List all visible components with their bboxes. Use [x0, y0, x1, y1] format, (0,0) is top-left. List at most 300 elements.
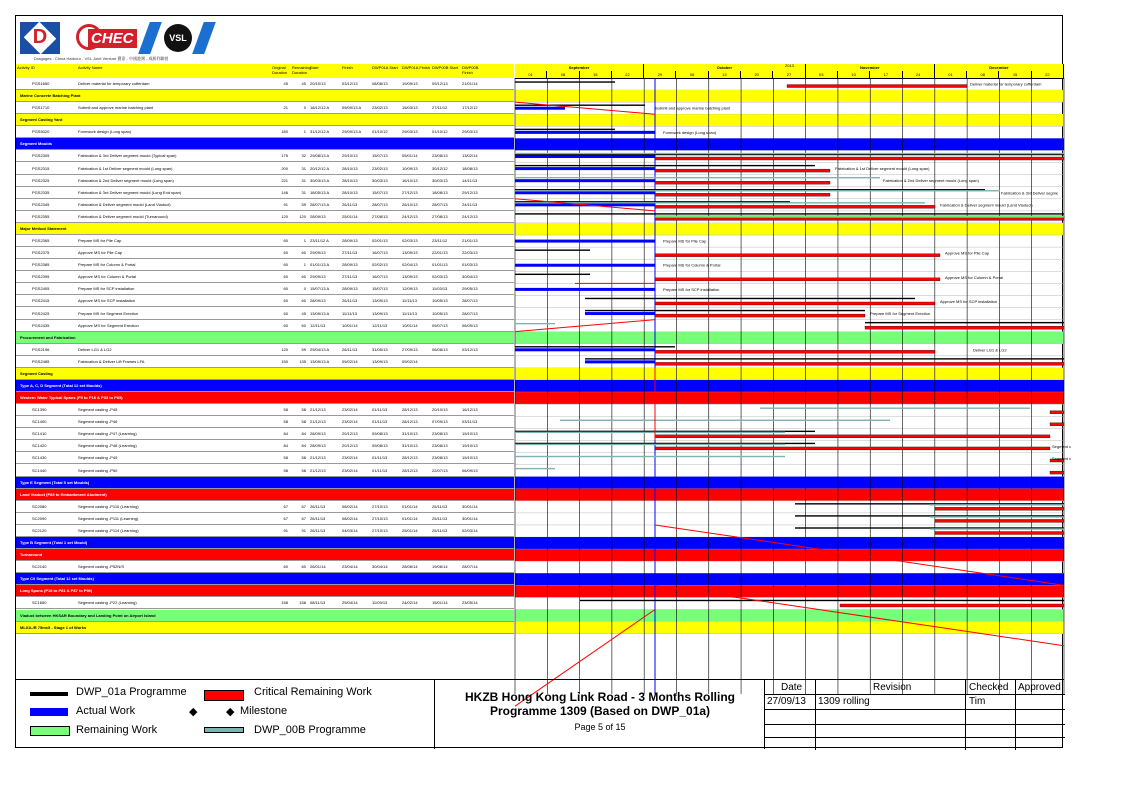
legend-swatch-actual	[30, 708, 68, 716]
dwp00b-finish: 03/11/13	[462, 419, 478, 425]
bar-actual	[515, 288, 655, 291]
bar-critical	[840, 604, 1064, 607]
finish-date: 09/09/13 A	[342, 105, 362, 111]
remaining-duration: 67	[301, 515, 306, 521]
bar-label: Fabrication & 2nd Deliver segment mould (Long span)	[883, 178, 979, 184]
group-header	[16, 380, 514, 392]
table-row	[16, 295, 514, 307]
month-label: November	[806, 64, 935, 71]
dwp00b-start: 27/11/12	[432, 105, 448, 111]
remaining-duration: 58	[301, 467, 306, 473]
bar-actual	[515, 264, 655, 267]
start-date: 29/08/13 A	[310, 153, 330, 159]
dwp01a-start: 27/10/13	[372, 515, 388, 521]
bar-baseline	[515, 346, 675, 347]
bar-critical	[787, 85, 967, 88]
original-duration: 21	[283, 105, 288, 111]
bar-actual	[515, 131, 655, 134]
dwp00b-finish: 17/12/12	[462, 105, 478, 111]
dwp00b-finish: 06/09/13	[462, 467, 478, 473]
dwp01a-finish: 28/12/13	[402, 407, 418, 413]
group-band	[515, 573, 1064, 585]
finish-date: 11/11/13	[342, 310, 357, 316]
col-activity-id: Activity ID	[17, 65, 35, 70]
bar-label: Formwork design (Long span)	[663, 129, 717, 135]
dwp01a-start: 13/09/13	[372, 310, 388, 316]
bar-actual	[515, 348, 655, 351]
bar-baseline	[515, 213, 1064, 214]
bar-critical	[655, 205, 935, 208]
dwp01a-start: 01/10/12	[372, 129, 388, 135]
dwp00b-finish: 29/12/13	[462, 189, 478, 195]
bar-baseline	[515, 165, 815, 166]
original-duration: 180	[281, 129, 288, 135]
dwp01a-start: 16/07/13	[372, 274, 388, 280]
finish-date: 28/10/13	[342, 189, 358, 195]
dwp01a-start: 09/08/13	[372, 431, 388, 437]
dwp01a-start: 02/01/13	[372, 238, 388, 244]
dwp01a-start: 11/09/13	[372, 600, 388, 606]
legend-swatch-critical	[204, 690, 244, 701]
bar-critical	[655, 435, 1050, 438]
start-date: 28/09/13	[310, 443, 326, 449]
group-title: Major Method Statement	[20, 225, 67, 231]
activity-name: Fabrication & Deliver Lift Frames LFA	[78, 358, 145, 364]
group-header	[16, 489, 514, 501]
group-band	[515, 622, 1064, 634]
finish-date: 23/02/14	[342, 407, 358, 413]
table-row	[16, 561, 514, 573]
dwp00b-finish: 21/01/14	[462, 81, 478, 86]
start-date: 28/09/13	[310, 431, 326, 437]
activity-name: Segment casting -P46	[78, 419, 118, 425]
original-duration: 120	[281, 213, 288, 219]
bar-baseline	[515, 105, 645, 106]
dwp01a-finish: 01/01/14	[402, 515, 418, 521]
gantt-bars	[515, 64, 1072, 694]
dwp01a-start: 15/07/13	[372, 286, 388, 292]
start-date: 15/07/13 A	[310, 286, 330, 292]
bar-dwp00b	[515, 323, 555, 324]
group-title: Long Spans (P16 to P81 & P87 to P96)	[20, 588, 93, 594]
activity-name: Fabrication & Deliver segment mould (Land Viaduct)	[78, 201, 171, 207]
start-date: 21/12/13	[310, 407, 326, 413]
activity-id: PGS2435	[32, 322, 50, 328]
dwp00b-start: 27/08/13	[432, 213, 448, 219]
group-title: Western Water Typical Spans (P5 to P16 & P33 to P65)	[20, 395, 123, 401]
bar-critical	[655, 181, 830, 184]
dwp01a-finish: 05/01/14	[402, 153, 418, 159]
remaining-duration: 1	[303, 262, 306, 268]
group-band	[515, 380, 1064, 392]
start-date: 26/11/13	[310, 527, 326, 533]
finish-date: 29/09/13 A	[342, 129, 362, 135]
bar-baseline	[515, 81, 615, 82]
activity-name: Approve MS for Pile Cap	[78, 250, 123, 256]
remaining-duration: 135	[299, 358, 306, 364]
activity-name: Prepare MS for Segment Erection	[78, 310, 139, 316]
start-date: 29/09/13	[310, 250, 326, 256]
group-header	[16, 573, 514, 585]
original-duration: 84	[283, 443, 288, 449]
dwp01a-start: 28/07/13	[372, 201, 388, 207]
dwp00b-finish: 06/09/13	[462, 322, 478, 328]
activity-id: PGS2395	[32, 274, 50, 280]
remaining-duration: 60	[301, 250, 306, 256]
activity-name: Prepare MS for SCP installation	[78, 286, 135, 292]
dwp00b-finish: 23/05/14	[462, 600, 478, 606]
activity-id: SC1650	[32, 600, 47, 606]
activity-name: Fabrication & 3rd Deliver segment mould (Typical span)	[78, 153, 177, 159]
table-row	[16, 78, 514, 90]
finish-date: 28/10/13	[342, 177, 358, 183]
start-date: 26/11/13	[310, 515, 326, 521]
remaining-duration: 0	[303, 286, 306, 292]
finish-date: 10/01/14	[342, 322, 358, 328]
group-header	[16, 368, 514, 380]
bar-actual	[515, 155, 655, 158]
dwp00b-start: 09/12/13	[432, 81, 448, 86]
page-number: Page 5 of 15	[574, 722, 626, 732]
bar-critical	[655, 314, 865, 317]
dwp00b-start: 01/01/13	[432, 262, 448, 268]
group-header	[16, 138, 514, 150]
bar-dwp00b	[515, 202, 925, 203]
remaining-duration: 84	[301, 443, 306, 449]
table-row	[16, 126, 514, 138]
activity-name: Segment casting -P45	[78, 407, 118, 413]
rev-header-checked: Checked	[969, 682, 1009, 693]
dwp00b-finish: 16/12/13	[462, 407, 478, 413]
legend	[16, 679, 434, 750]
group-title: Type A, C, D Segment (Total 12 set Moulds)	[20, 383, 102, 388]
start-date: 18/05/13 A	[310, 189, 330, 195]
dwp01a-finish: 31/10/13	[402, 431, 418, 437]
dwp01a-finish: 28/12/13	[402, 467, 418, 473]
table-row	[16, 597, 514, 609]
milestone-icon: ◆	[226, 706, 235, 718]
bar-label: Fabrication & 1st Deliver segment mould (Long span)	[835, 166, 930, 172]
original-duration: 60	[283, 238, 288, 244]
remaining-duration: 32	[301, 153, 306, 159]
original-duration: 60	[283, 298, 288, 304]
table-row	[16, 320, 514, 332]
dwp01a-finish: 29/03/13	[402, 129, 418, 135]
bar-label: Approve MS for Pile Cap	[945, 250, 990, 256]
col-start: Start	[310, 65, 319, 70]
dwp00b-finish: 24/12/13	[462, 213, 478, 219]
activity-id: SC1390	[32, 407, 47, 413]
bar-dwp00b	[930, 504, 1064, 505]
remaining-duration: 84	[301, 431, 306, 437]
finish-date: 23/02/14	[342, 419, 358, 425]
dwp00b-start: 30/03/13	[432, 177, 448, 183]
original-duration: 58	[283, 419, 288, 425]
original-duration: 60	[283, 250, 288, 256]
bar-dwp00b	[515, 432, 785, 433]
table-row	[16, 102, 514, 114]
rev-checked: Tim	[969, 696, 986, 707]
week-label: 06	[676, 71, 708, 78]
dwp01a-start: 27/10/13	[372, 503, 388, 509]
group-band	[515, 90, 1064, 102]
dwp00b-finish: 21/01/13	[462, 238, 478, 244]
dwp01a-start: 16/07/13	[372, 250, 388, 256]
bar-actual	[585, 312, 655, 315]
original-duration: 120	[281, 346, 288, 352]
dwp00b-finish: 19/10/13	[462, 443, 478, 449]
finish-date: 09/02/14	[342, 358, 358, 364]
activity-id: PGS2305	[32, 153, 50, 159]
original-duration: 150	[281, 358, 288, 364]
finish-date: 27/11/13	[342, 250, 358, 256]
bar-critical	[655, 350, 935, 353]
legend-label-milestone: Milestone	[240, 705, 288, 717]
legend-label-actual: Actual Work	[76, 705, 136, 717]
bar-dwp00b	[515, 444, 785, 445]
dwp00b-finish: 30/04/13	[462, 274, 478, 280]
dwp00b-finish: 28/07/14	[462, 564, 478, 570]
start-date: 29/04/13 A	[310, 346, 330, 352]
activity-id: PGS1650	[32, 81, 50, 86]
remaining-duration: 31	[301, 165, 306, 171]
timeline-year: 2013	[785, 63, 794, 68]
activity-id: PGS2405	[32, 286, 50, 292]
activity-id: PGS2196	[32, 346, 50, 352]
activity-name: Approve MS for SCP installation	[78, 298, 136, 304]
activity-name: Segment casting -P49	[78, 455, 118, 461]
bar-critical	[1050, 471, 1064, 474]
start-date: 20/12/12 A	[310, 165, 330, 171]
dwp00b-start: 25/11/13	[432, 515, 448, 521]
week-label: 24	[903, 71, 935, 78]
original-duration: 58	[283, 407, 288, 413]
dwp00b-finish: 29/05/13	[462, 286, 478, 292]
joint-venture-text: Dragages - China Harbour - VSL Joint Venture 寶嘉 - 中國港灣 - 威勝利聯營	[34, 56, 169, 61]
dwp00b-finish: 18/08/13	[462, 165, 478, 171]
group-header	[16, 537, 514, 549]
bar-dwp00b	[560, 420, 890, 421]
group-header	[16, 477, 514, 489]
start-date: 26/11/13	[310, 503, 326, 509]
dwp00b-start: 07/09/13	[432, 419, 448, 425]
finish-date: 23/02/14	[342, 455, 358, 461]
bar-label: Fabrication & Deliver segment mould (Land Viaduct)	[940, 202, 1033, 208]
start-date: 21/12/13	[310, 467, 326, 473]
finish-date: 29/04/14	[342, 600, 358, 606]
bar-dwp00b	[760, 408, 1030, 409]
group-band	[515, 368, 1064, 380]
dwp00b-finish: 19/10/13	[462, 431, 478, 437]
group-header	[16, 585, 514, 597]
month-label: September	[515, 64, 644, 71]
group-title: Segment Casting	[20, 370, 53, 376]
week-label: 27	[773, 71, 805, 78]
activity-id: PGS2375	[32, 250, 50, 256]
start-date: 30/03/13 A	[310, 177, 330, 183]
dwp01a-finish: 31/10/13	[402, 443, 418, 449]
activity-name: Prepare MS for Pile Cap	[78, 238, 122, 244]
original-duration: 58	[283, 467, 288, 473]
dragages-logo: D	[20, 22, 60, 54]
col-dwp00b-finish: DWP00B Finish	[462, 65, 479, 75]
finish-date: 08/02/14	[342, 515, 358, 521]
gantt-chart	[515, 63, 1072, 694]
group-band	[515, 610, 1064, 622]
bar-actual	[585, 360, 655, 363]
dwp01a-start: 08/08/13	[372, 81, 388, 86]
table-row	[16, 211, 514, 223]
finish-date: 20/12/13	[342, 431, 358, 437]
bar-label: Fabrication & 3rd Deliver segme	[1001, 190, 1059, 196]
table-row	[16, 271, 514, 283]
dwp01a-finish: 28/06/14	[402, 564, 418, 570]
activity-id: SC1440	[32, 467, 47, 473]
dwp01a-finish: 15/03/13	[402, 105, 418, 111]
activity-name: Submit and approve marine batching plant	[78, 105, 154, 111]
group-title: ML01L/R 75mx5 - Stage 1 of Works	[20, 624, 87, 630]
activity-name: Deliver material for temporary cofferdam	[78, 81, 150, 86]
bar-dwp00b	[515, 153, 1064, 154]
group-header	[16, 610, 514, 622]
table-row	[16, 308, 514, 320]
finish-date: 03/12/13	[342, 81, 358, 86]
col-original-duration: Original Duration	[272, 65, 288, 75]
week-label: 22	[1032, 71, 1064, 78]
col-activity-name: Activity Name	[78, 65, 103, 70]
dwp00b-start: 23/08/13	[432, 153, 448, 159]
start-date: 26/01/14	[310, 564, 326, 570]
remaining-duration: 0	[303, 105, 306, 111]
start-date: 12/11/13	[310, 322, 326, 328]
bar-label: Submit and approve marine batching plant	[655, 105, 731, 111]
start-date: 01/01/13 A	[310, 262, 330, 268]
remaining-duration: 59	[301, 201, 306, 207]
activity-id: SC2120	[32, 527, 47, 533]
week-label: 29	[644, 71, 676, 78]
table-row	[16, 452, 514, 464]
group-band	[515, 114, 1064, 126]
dwp01a-start: 23/02/13	[372, 165, 388, 171]
group-header	[16, 332, 514, 344]
finish-date: 28/09/13	[342, 262, 358, 268]
group-title: Segment Casting Yard	[20, 117, 63, 123]
week-label: 17	[870, 71, 902, 78]
original-duration: 60	[283, 322, 288, 328]
original-duration: 158	[281, 600, 288, 606]
activity-name: Segment casting -P50	[78, 467, 118, 473]
finish-date: 25/01/14	[342, 213, 358, 219]
dwp00b-start: 18/08/13	[432, 189, 448, 195]
legend-label-dwp00b: DWP_00B Programme	[254, 724, 366, 736]
dwp00b-finish: 30/01/14	[462, 503, 478, 509]
activity-id: PGS5020	[32, 129, 50, 135]
bar-baseline	[515, 274, 590, 275]
rev-revision: 1309 rolling	[818, 696, 870, 707]
bar-critical	[865, 326, 1064, 329]
dwp00b-start: 25/11/13	[432, 503, 448, 509]
bar-actual	[515, 167, 655, 170]
finish-date: 28/09/13	[342, 286, 358, 292]
remaining-duration: 58	[301, 455, 306, 461]
week-label: 22	[612, 71, 644, 78]
bar-label: Approve MS for SCP installation	[940, 298, 998, 304]
activity-name: Segment casting -P48 (Learning)	[78, 443, 137, 449]
dwp00b-start: 01/10/12	[432, 129, 448, 135]
activity-name: Approve MS for Segment Erection	[78, 322, 139, 328]
dwp01a-start: 15/07/13	[372, 189, 388, 195]
legend-label-critical: Critical Remaining Work	[254, 686, 372, 698]
group-title: Type C/I Segment (Total 12 set Moulds)	[20, 576, 94, 582]
start-date: 13/09/13 A	[310, 358, 330, 364]
milestone-icon: ◆	[189, 706, 198, 718]
group-band	[515, 549, 1064, 561]
group-band	[515, 537, 1064, 549]
table-row	[16, 344, 514, 356]
bar-dwp00b	[930, 516, 1064, 517]
dwp00b-start: 28/07/13	[432, 201, 448, 207]
dwp00b-start: 22/01/13	[432, 250, 448, 256]
remaining-duration: 67	[301, 503, 306, 509]
bar-actual	[515, 107, 565, 110]
finish-date: 23/02/14	[342, 467, 358, 473]
dwp00b-start: 23/11/12	[432, 238, 448, 244]
table-row	[16, 428, 514, 440]
bar-critical	[935, 519, 1064, 522]
remaining-duration: 45	[301, 81, 306, 86]
dwp00b-finish: 03/12/13	[462, 346, 478, 352]
bar-baseline	[865, 322, 1064, 323]
activity-id: PGS1710	[32, 105, 50, 111]
dwp01a-finish: 27/09/13	[402, 346, 418, 352]
activity-name: Formwork design (Long span)	[78, 129, 132, 135]
group-title: Procurement and Fabrication	[20, 334, 76, 340]
dwp01a-start: 12/11/13	[372, 322, 388, 328]
activity-id: PGS2325	[32, 177, 50, 183]
start-date: 23/11/12 A	[310, 238, 329, 244]
remaining-duration: 31	[301, 177, 306, 183]
dwp00b-start: 15/01/14	[432, 600, 448, 606]
rev-header-date: Date	[781, 682, 803, 693]
original-duration: 84	[283, 431, 288, 437]
bar-critical	[655, 447, 1050, 450]
start-date: 08/11/13	[310, 600, 326, 606]
bar-label: Deliver LG1 & LG2	[973, 347, 1007, 353]
dwp01a-finish: 11/11/13	[402, 310, 417, 316]
dwp00b-finish: 14/11/13	[462, 177, 478, 183]
remaining-duration: 60	[301, 298, 306, 304]
rev-header-revision: Revision	[873, 682, 912, 693]
bar-baseline	[580, 600, 1064, 601]
dwp01a-start: 30/03/13	[372, 177, 388, 183]
table-row	[16, 163, 514, 175]
start-date: 31/12/12 A	[310, 129, 330, 135]
dwp00b-start: 23/08/13	[432, 455, 448, 461]
dwp01a-start: 31/05/13	[372, 346, 388, 352]
dwp00b-finish: 22/03/13	[462, 250, 478, 256]
table-row	[16, 356, 514, 368]
dwp01a-finish: 13/09/13	[402, 274, 418, 280]
week-label: 08	[967, 71, 999, 78]
dwp00b-finish: 29/03/13	[462, 129, 478, 135]
dwp01a-finish: 10/01/14	[402, 322, 418, 328]
finish-date: 29/10/13	[342, 153, 358, 159]
table-row	[16, 525, 514, 537]
week-label: 01	[515, 71, 547, 78]
table-header	[16, 64, 514, 79]
activity-id: PGS2355	[32, 213, 50, 219]
legend-label-remaining: Remaining Work	[76, 724, 158, 736]
